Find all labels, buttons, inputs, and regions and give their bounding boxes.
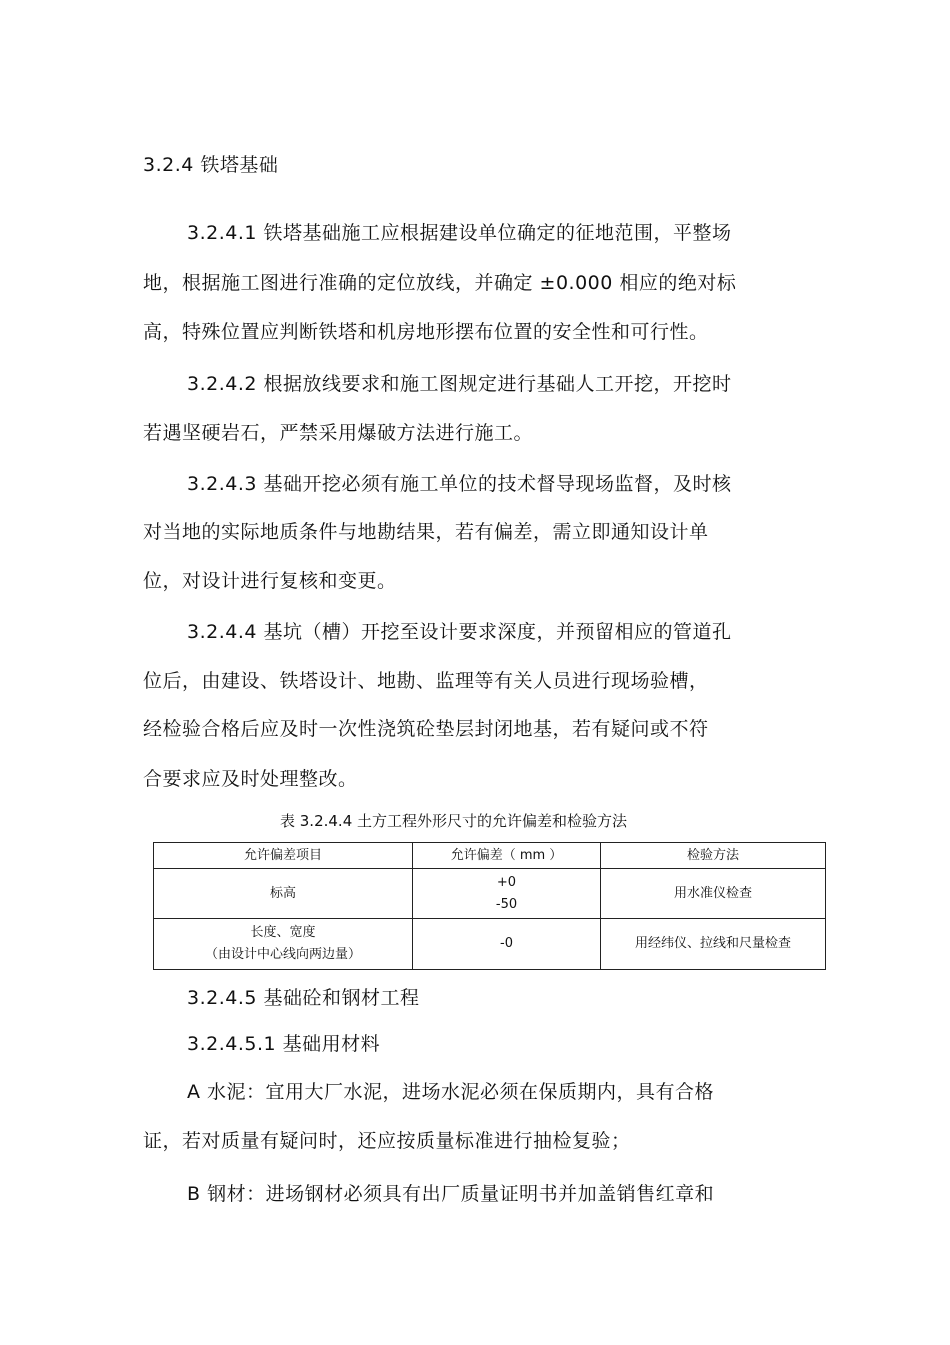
paragraph-line: 经检验合格后应及时一次性浇筑砼垫层封闭地基，若有疑问或不符 <box>143 718 709 740</box>
paragraph-line: 位后，由建设、铁塔设计、地勘、监理等有关人员进行现场验槽， <box>143 670 709 692</box>
paragraph-line: 若遇坚硬岩石，严禁采用爆破方法进行施工。 <box>143 422 534 444</box>
cell-text: 用水准仪检查 <box>673 885 752 901</box>
paragraph-line: 对当地的实际地质条件与地勘结果，若有偏差，需立即通知设计单 <box>143 521 709 543</box>
paragraph-line: 高，特殊位置应判断铁塔和机房地形摆布位置的安全性和可行性。 <box>143 321 709 343</box>
cell-text: 长度、宽度 <box>250 925 316 940</box>
paragraph-line: 位，对设计进行复核和变更。 <box>143 570 397 592</box>
cell-text: 标高 <box>269 885 296 901</box>
section-heading: 3.2.4 铁塔基础 <box>143 154 279 176</box>
cell-text: -50 <box>495 896 518 912</box>
cell-text: 用经纬仪、拉线和尺量检查 <box>634 936 791 951</box>
paragraph-line: 3.2.4.2 根据放线要求和施工图规定进行基础人工开挖，开挖时 <box>187 373 732 395</box>
paragraph-line: 3.2.4.1 铁塔基础施工应根据建设单位确定的征地范围，平整场 <box>187 222 732 244</box>
subsection-heading: 3.2.4.5 基础砼和钢材工程 <box>187 987 420 1009</box>
table-cell <box>413 919 601 970</box>
table-row <box>154 869 826 919</box>
paragraph-line: 3.2.4.3 基础开挖必须有施工单位的技术督导现场监督，及时核 <box>187 473 732 495</box>
table-caption: 表 3.2.4.4 土方工程外形尺寸的允许偏差和检验方法 <box>280 812 628 830</box>
paragraph-line: A 水泥：宜用大厂水泥，进场水泥必须在保质期内，具有合格 <box>187 1081 715 1103</box>
cell-text: （由设计中心线向两边量） <box>204 947 361 962</box>
table-cell <box>413 869 601 919</box>
paragraph-line: 证，若对质量有疑问时，还应按质量标准进行抽检复验； <box>143 1130 631 1152</box>
paragraph-line: 合要求应及时处理整改。 <box>143 768 358 790</box>
tolerance-table <box>153 842 826 970</box>
table-cell <box>601 919 826 970</box>
table-header-row <box>154 843 826 869</box>
column-header: 检验方法 <box>601 843 826 869</box>
column-header: 允许偏差（ mm ） <box>413 843 601 869</box>
table-cell <box>601 869 826 919</box>
paragraph-line: 地，根据施工图进行准确的定位放线，并确定 ±0.000 相应的绝对标 <box>143 272 737 294</box>
cell-text: -0 <box>500 936 513 951</box>
cell-text: +0 <box>496 874 517 890</box>
table-row <box>154 919 826 970</box>
paragraph-line: B 钢材：进场钢材必须具有出厂质量证明书并加盖销售红章和 <box>187 1183 715 1205</box>
table-cell <box>154 869 413 919</box>
table-cell <box>154 919 413 970</box>
column-header: 允许偏差项目 <box>154 843 413 869</box>
paragraph-line: 3.2.4.4 基坑（槽）开挖至设计要求深度，并预留相应的管道孔 <box>187 621 732 643</box>
subsection-heading: 3.2.4.5.1 基础用材料 <box>187 1033 381 1055</box>
